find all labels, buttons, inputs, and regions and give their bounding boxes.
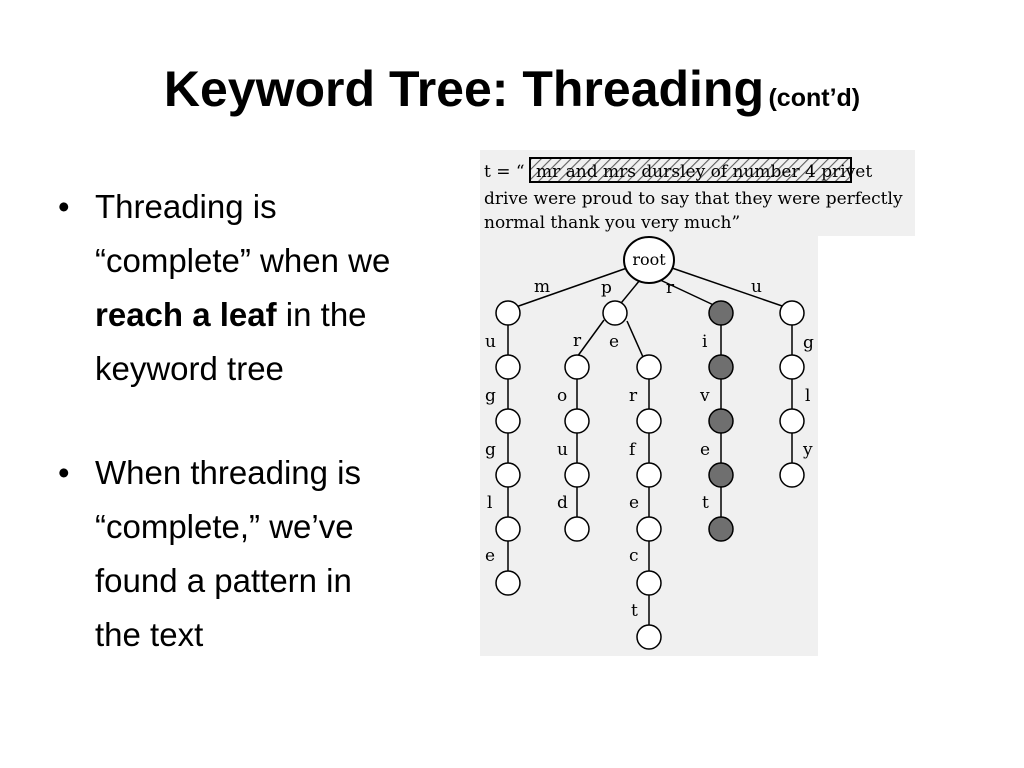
tree-node bbox=[565, 517, 589, 541]
bullet-symbol: • bbox=[58, 454, 70, 491]
edge-label: t bbox=[631, 601, 638, 621]
edge-label: u bbox=[557, 440, 568, 460]
bullet-item bbox=[58, 180, 468, 396]
edge-label: e bbox=[485, 546, 496, 566]
edge-label: u bbox=[485, 332, 496, 352]
text-line-2: drive were proud to say that they were perfectly bbox=[484, 189, 903, 209]
text-line-1: mr and mrs dursley of number 4 privet bbox=[536, 162, 873, 182]
tree-node bbox=[780, 409, 804, 433]
edge-label: l bbox=[805, 386, 811, 406]
tree-node bbox=[637, 409, 661, 433]
tree-node bbox=[496, 301, 520, 325]
edge-label: g bbox=[485, 386, 496, 406]
bullet-line-rest: in the bbox=[276, 296, 367, 333]
edge-label: p bbox=[601, 278, 612, 298]
bullet-line: found a pattern in bbox=[95, 562, 352, 599]
edge-label: u bbox=[751, 277, 762, 297]
bullet-line: “complete,” we’ve bbox=[95, 508, 354, 545]
bullet-line: keyword tree bbox=[95, 350, 284, 387]
keyword-tree-figure bbox=[480, 150, 915, 656]
tree-node bbox=[496, 355, 520, 379]
edge-label: r bbox=[573, 331, 582, 351]
edge-label: e bbox=[609, 332, 620, 352]
edge-label: d bbox=[557, 493, 568, 513]
text-line-3: normal thank you very much” bbox=[484, 213, 741, 233]
tree-node bbox=[637, 463, 661, 487]
tree-node-filled bbox=[709, 301, 733, 325]
edge-label: o bbox=[557, 386, 568, 406]
bullet-line: When threading is bbox=[95, 454, 361, 491]
tree-node bbox=[637, 571, 661, 595]
tree-node bbox=[780, 301, 804, 325]
bullet-line: the text bbox=[95, 616, 204, 653]
bullet-symbol: • bbox=[58, 188, 70, 225]
tree-node bbox=[780, 463, 804, 487]
edge-label: m bbox=[534, 277, 551, 297]
tree-node bbox=[565, 355, 589, 379]
text-prefix: t = “ bbox=[484, 162, 525, 182]
title-main: Keyword Tree: Threading bbox=[163, 61, 765, 117]
edge-label: v bbox=[700, 386, 710, 406]
edge-label: r bbox=[666, 278, 675, 298]
tree-node bbox=[637, 625, 661, 649]
edge-label: y bbox=[803, 440, 813, 460]
bullet-line bbox=[95, 288, 468, 342]
edge-label: r bbox=[629, 386, 638, 406]
tree-node-filled bbox=[709, 355, 733, 379]
tree-node bbox=[603, 301, 627, 325]
edge-label: e bbox=[700, 440, 711, 460]
edge-label: f bbox=[629, 440, 636, 460]
bold-phrase: reach a leaf bbox=[95, 296, 277, 333]
title-suffix: (cont’d) bbox=[768, 84, 861, 112]
bullet-line: “complete” when we bbox=[95, 242, 391, 279]
tree-node bbox=[496, 463, 520, 487]
edge-label: i bbox=[702, 332, 708, 352]
tree-node bbox=[496, 571, 520, 595]
slide-title bbox=[0, 62, 1024, 117]
tree-node bbox=[496, 517, 520, 541]
edge-label: c bbox=[629, 546, 639, 566]
tree-node bbox=[637, 355, 661, 379]
tree-node-filled bbox=[709, 463, 733, 487]
tree-node-filled bbox=[709, 409, 733, 433]
edge-label: g bbox=[803, 333, 814, 353]
tree-node bbox=[780, 355, 804, 379]
tree-root-label: root bbox=[632, 250, 666, 269]
tree-node bbox=[565, 463, 589, 487]
edge-label: t bbox=[702, 493, 709, 513]
bullet-item bbox=[58, 446, 468, 662]
tree-node bbox=[565, 409, 589, 433]
tree-node bbox=[496, 409, 520, 433]
bullet-line: Threading is bbox=[95, 188, 277, 225]
edge-label: g bbox=[485, 440, 496, 460]
tree-node bbox=[637, 517, 661, 541]
keyword-tree-svg bbox=[480, 150, 915, 656]
bullet-list bbox=[58, 180, 468, 712]
edge-label: l bbox=[487, 493, 493, 513]
tree-node-filled bbox=[709, 517, 733, 541]
edge-label: e bbox=[629, 493, 640, 513]
